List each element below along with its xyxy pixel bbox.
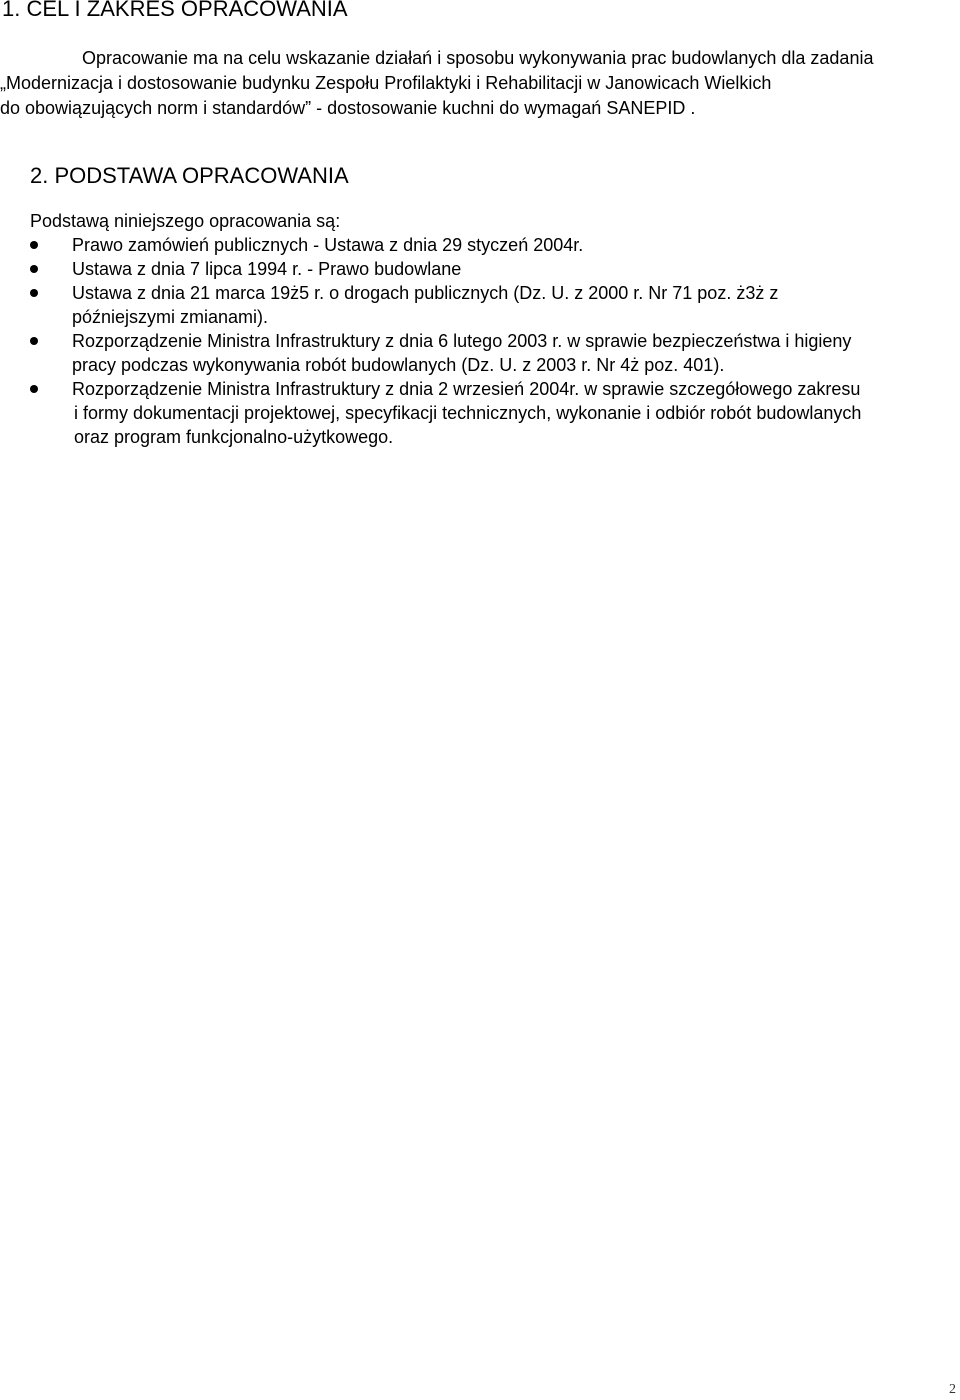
list-item [0, 233, 960, 257]
paragraph-line: do obowiązujących norm i standardów” - dostosowanie kuchni do wymagań SANEPID . [0, 98, 696, 118]
page-number: 2 [949, 1382, 956, 1397]
list-item-text: i formy dokumentacji projektowej, specyfikacji technicznych, wykonanie i odbiór robót budowlanych [74, 403, 862, 423]
bullet-icon [30, 241, 38, 249]
list-item-text: Rozporządzenie Ministra Infrastruktury z dnia 2 wrzesień 2004r. w sprawie szczegółowego zakresu [72, 379, 861, 399]
list-item [0, 281, 960, 329]
list-item [0, 257, 960, 281]
bullet-icon [30, 385, 38, 393]
bullet-icon [30, 265, 38, 273]
list-item-text: późniejszymi zmianami). [72, 307, 269, 327]
list-item-text: Prawo zamówień publicznych - Ustawa z dnia 29 styczeń 2004r. [72, 235, 584, 255]
section-1-paragraph [0, 46, 958, 121]
list-item-text: Ustawa z dnia 21 marca 19ż5 r. o drogach publicznych (Dz. U. z 2000 r. Nr 71 poz. ż3ż z [72, 283, 779, 303]
list-item-text: Ustawa z dnia 7 lipca 1994 r. - Prawo budowlane [72, 259, 462, 279]
bullet-list [0, 233, 960, 449]
bullet-icon [30, 337, 38, 345]
section-1-heading: 1. CEL I ZAKRES OPRACOWANIA [2, 0, 348, 21]
list-item-text: oraz program funkcjonalno-użytkowego. [74, 427, 394, 447]
list-item [0, 377, 960, 449]
section-2-heading: 2. PODSTAWA OPRACOWANIA [30, 163, 349, 188]
list-item [0, 329, 960, 377]
section-2-lead: Podstawą niniejszego opracowania są: [30, 211, 341, 231]
bullet-icon [30, 289, 38, 297]
paragraph-line: „Modernizacja i dostosowanie budynku Zespołu Profilaktyki i Rehabilitacji w Janowicach Wielkich [0, 73, 772, 93]
paragraph-line: Opracowanie ma na celu wskazanie działań i sposobu wykonywania prac budowlanych dla zadania [82, 48, 874, 68]
list-item-text: Rozporządzenie Ministra Infrastruktury z dnia 6 lutego 2003 r. w sprawie bezpieczeństwa i higieny [72, 331, 852, 351]
list-item-text: pracy podczas wykonywania robót budowlanych (Dz. U. z 2003 r. Nr 4ż poz. 401). [72, 355, 725, 375]
